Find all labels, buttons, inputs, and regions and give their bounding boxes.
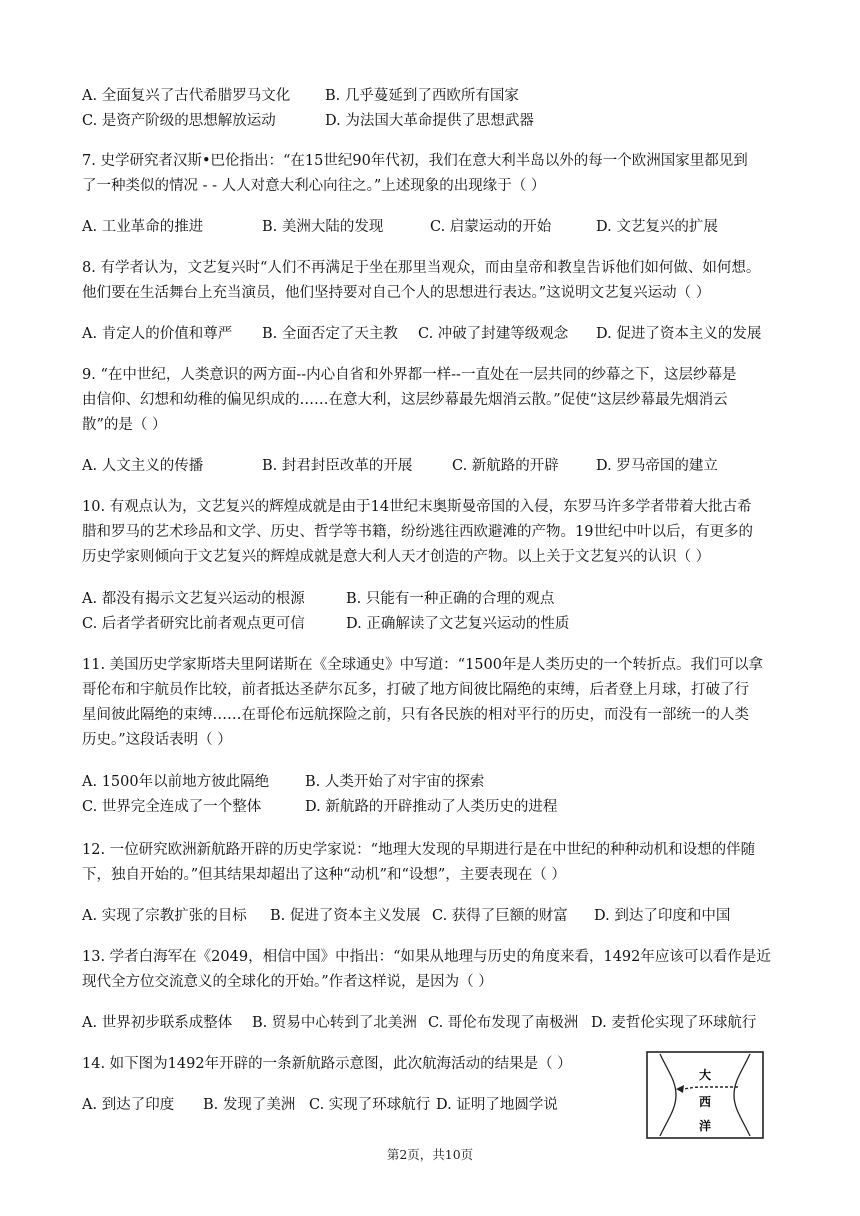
q13-option-d: D. 麦哲伦实现了环球航行 (591, 1015, 757, 1031)
q10-option-b: B. 只能有一种正确的合理的观点 (346, 591, 555, 607)
q9-option-b: B. 封君封臣改革的开展 (262, 458, 413, 474)
q11-option-b: B. 人类开始了对宇宙的探索 (305, 774, 485, 790)
route-map-figure (646, 1051, 764, 1139)
q10-stem-line-2: 腊和罗马的艺术珍品和文学、历史、哲学等书籍，纷纷逃往西欧避滩的产物。19世纪中叶以后，有更多的 (82, 524, 753, 540)
q10-option-c: C. 后者学者研究比前者观点更可信 (82, 616, 305, 632)
q12-stem-line-2: 下，独自开始的。”但其结果却超出了这种“动机”和“设想”，主要表现在（ ） (82, 867, 566, 883)
q9-stem-line-3: 散”的是（ ） (82, 417, 167, 433)
q9-stem-line-2: 由信仰、幻想和幼稚的偏见织成的……在意大利，这层纱幕最先烟消云散。”促使“这层纱幕最先烟消云 (82, 392, 728, 408)
q6-option-a: A. 全面复兴了古代希腊罗马文化 (82, 88, 291, 104)
q13-option-c: C. 哥伦布发现了南极洲 (428, 1015, 579, 1031)
q8-option-b: B. 全面否定了天主教 (262, 326, 398, 342)
q9-option-c: C. 新航路的开辟 (452, 458, 559, 474)
q10-option-d: D. 正确解读了文艺复兴运动的性质 (346, 616, 570, 632)
q6-option-c: C. 是资产阶级的思想解放运动 (82, 113, 276, 129)
q11-option-d: D. 新航路的开辟推动了人类历史的进程 (305, 799, 558, 815)
q13-stem-line-2: 现代全方位交流意义的全球化的开始。”作者这样说，是因为（ ） (82, 974, 493, 990)
q12-option-a: A. 实现了宗教扩张的目标 (82, 908, 247, 924)
q9-stem-line-1: 9. “在中世纪，人类意识的两方面--内心自省和外界都一样--一直处在一层共同的纱幕之下，这层纱幕是 (82, 367, 737, 383)
q10-stem-line-3: 历史学家则倾向于文艺复兴的辉煌成就是意大利人天才创造的产物。以上关于文艺复兴的认识（ ） (82, 549, 711, 565)
q8-option-a: A. 肯定人的价值和尊严 (82, 326, 233, 342)
q7-option-c: C. 启蒙运动的开始 (430, 219, 552, 235)
q8-option-d: D. 促进了资本主义的发展 (596, 326, 762, 342)
q11-stem-line-2: 哥伦布和宇航员作比较，前者抵达圣萨尔瓦多，打破了地方间彼比隔绝的束缚，后者登上月球，打破了行 (82, 682, 749, 698)
q9-option-a: A. 人文主义的传播 (82, 458, 204, 474)
q6-option-d: D. 为法国大革命提供了思想武器 (325, 113, 534, 129)
q11-stem-line-3: 星间彼此隔绝的束缚……在哥伦布远航探险之前，只有各民族的相对平行的历史，而没有一部统一的人类 (82, 707, 749, 723)
q14-option-a: A. 到达了印度 (82, 1097, 175, 1113)
q10-option-a: A. 都没有揭示文艺复兴运动的根源 (82, 591, 305, 607)
q11-option-a: A. 1500年以前地方彼此隔绝 (82, 774, 270, 790)
q13-option-b: B. 贸易中心转到了北美洲 (252, 1015, 417, 1031)
q12-stem-line-1: 12. 一位研究欧洲新航路开辟的历史学家说：“地理大发现的早期进行是在中世纪的种种动机和设想的伴随 (82, 842, 756, 858)
q7-option-a: A. 工业革命的推进 (82, 219, 204, 235)
q11-option-c: C. 世界完全连成了一个整体 (82, 799, 262, 815)
q13-option-a: A. 世界初步联系成整体 (82, 1015, 233, 1031)
q6-option-b: B. 几乎蔓延到了西欧所有国家 (325, 88, 519, 104)
map-label-3: 洋 (698, 1119, 712, 1133)
q14-option-c: C. 实现了环球航行 (309, 1097, 431, 1113)
map-label-1: 大 (698, 1068, 712, 1082)
q10-stem-line-1: 10. 有观点认为，文艺复兴的辉煌成就是由于14世纪末奥斯曼帝国的入侵，东罗马许多学者带着大批古希 (82, 499, 752, 515)
q9-option-d: D. 罗马帝国的建立 (596, 458, 718, 474)
q8-option-c: C. 冲破了封建等级观念 (418, 326, 569, 342)
q11-stem-line-1: 11. 美国历史学家斯塔夫里阿诺斯在《全球通史》中写道：“1500年是人类历史的一个转折点。我们可以拿 (82, 657, 763, 673)
q12-option-c: C. 获得了巨额的财富 (432, 908, 568, 924)
q12-option-d: D. 到达了印度和中国 (594, 908, 731, 924)
q8-stem-line-2: 他们要在生活舞台上充当演员，他们坚持要对自己个人的思想进行表达。”这说明文艺复兴运动（ ） (82, 285, 711, 301)
q7-stem-line-1: 7. 史学研究者汉斯•巴伦指出：“在15世纪90年代初，我们在意大利半岛以外的每一个欧洲国家里都见到 (82, 153, 748, 169)
map-label-2: 西 (698, 1095, 712, 1109)
q8-stem-line-1: 8. 有学者认为，文艺复兴时“人们不再满足于坐在那里当观众，而由皇帝和教皇告诉他们如何做、如何想。 (82, 260, 761, 276)
q7-stem-line-2: 了一种类似的情况 - - 人人对意大利心向往之。”上述现象的出现缘于（ ） (82, 178, 546, 194)
q7-option-d: D. 文艺复兴的扩展 (596, 219, 718, 235)
q7-option-b: B. 美洲大陆的发现 (262, 219, 384, 235)
q11-stem-line-4: 历史。”这段话表明（ ） (82, 732, 232, 748)
q14-option-d: D. 证明了地圆学说 (436, 1097, 558, 1113)
q12-option-b: B. 促进了资本主义发展 (270, 908, 421, 924)
q14-stem-line-1: 14. 如下图为1492年开辟的一条新航路示意图，此次航海活动的结果是（ ） (82, 1056, 572, 1072)
q13-stem-line-1: 13. 学者白海军在《2049，相信中国》中指出：“如果从地理与历史的角度来看，1492年应该可以看作是近 (82, 949, 771, 965)
q14-option-b: B. 发现了美洲 (203, 1097, 296, 1113)
page-footer: 第2页，共10页 (386, 1147, 474, 1162)
